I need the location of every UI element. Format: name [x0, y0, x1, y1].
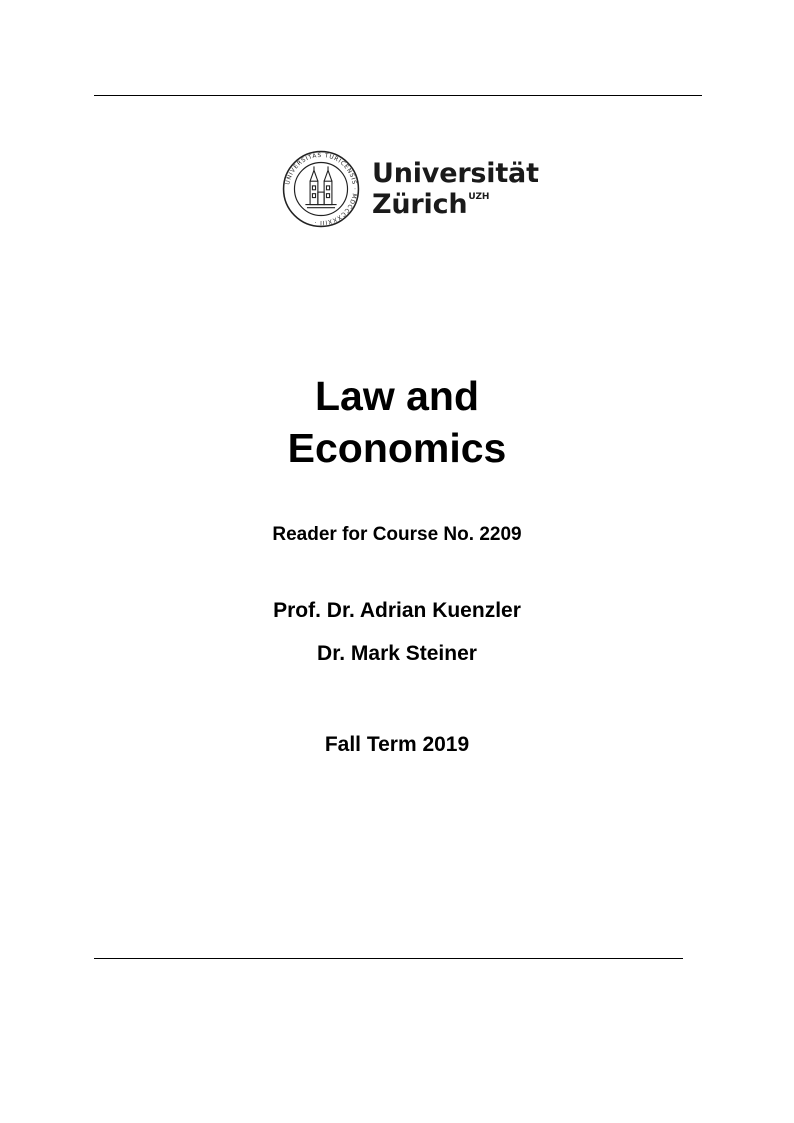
seal-lettering: UNIVERSITAS TURICENSIS · MDCCCXXXIII · — [285, 152, 357, 225]
document-subtitle: Reader for Course No. 2209 — [272, 524, 522, 545]
university-wordmark — [372, 160, 539, 218]
wordmark-city: Zürich — [372, 189, 468, 220]
university-logo — [282, 150, 539, 230]
wordmark-line2 — [372, 191, 539, 218]
university-seal-icon — [282, 150, 360, 228]
top-rule — [94, 95, 702, 96]
bottom-rule — [94, 958, 683, 959]
wordmark-line1: Universität — [372, 158, 539, 189]
wordmark-suffix: UZH — [468, 192, 490, 202]
document-title — [0, 370, 794, 474]
title-line2: Economics — [287, 425, 507, 471]
title-line1: Law and — [314, 373, 480, 419]
author-primary: Prof. Dr. Adrian Kuenzler — [273, 599, 521, 622]
term-label: Fall Term 2019 — [324, 733, 470, 756]
svg-text:UNIVERSITAS TURICENSIS · MDCCC — [285, 153, 357, 225]
author-secondary: Dr. Mark Steiner — [317, 642, 477, 665]
